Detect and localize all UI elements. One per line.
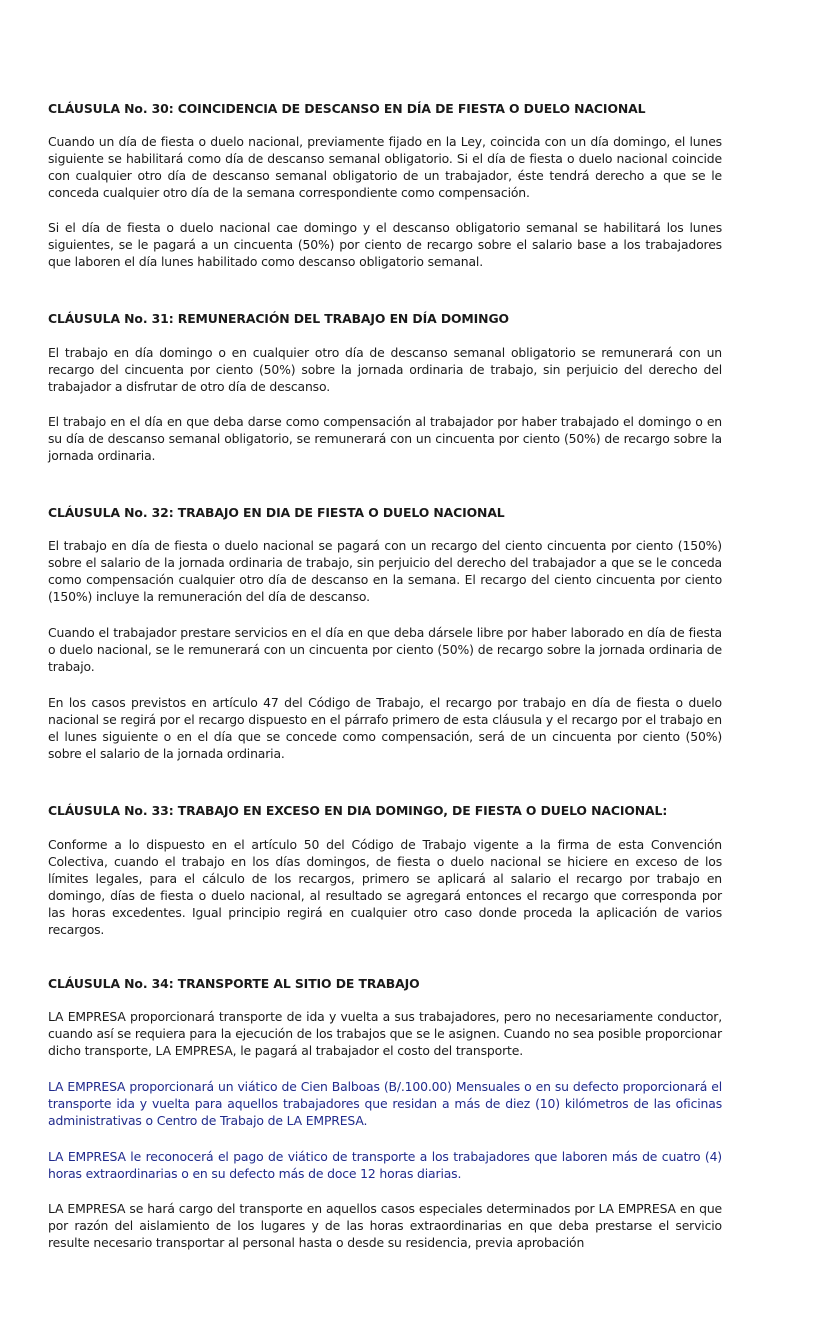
clause-32-heading: CLÁUSULA No. 32: TRABAJO EN DIA DE FIESTA O DUELO NACIONAL: [48, 505, 505, 520]
clause-30-heading: CLÁUSULA No. 30: COINCIDENCIA DE DESCANSO EN DÍA DE FIESTA O DUELO NACIONAL: [48, 101, 646, 116]
clause-30-paragraph-1: Cuando un día de fiesta o duelo nacional, previamente fijado en la Ley, coincida con un día domingo, el lunes siguiente se habilitará como día de descanso semanal obligatorio. Si el día de fiesta o duelo nacional coincide con cualquier otro día de descanso semanal obligatorio de un trabajador, éste tendrá derecho a que se le conceda cualquier otro día de la semana correspondiente como compensación.: [48, 134, 722, 200]
clause-33-paragraph-1: Conforme a lo dispuesto en el artículo 50 del Código de Trabajo vigente a la firma de esta Convención Colectiva, cuando el trabajo en los días domingos, de fiesta o duelo nacional se hiciere en exceso de los límites legales, para el cálculo de los recargos, primero se aplicará al salario el recargo por trabajo en domingo, días de fiesta o duelo nacional, al resultado se agregará entonces el recargo que corresponda por las horas excedentes. Igual principio regirá en cualquier otro caso donde proceda la aplicación de varios recargos.: [48, 837, 722, 937]
clause-30-paragraph-2: Si el día de fiesta o duelo nacional cae domingo y el descanso obligatorio semanal se habilitará los lunes siguientes, se le pagará a un cincuenta (50%) por ciento de recargo sobre el salario base a los trabajadores que laboren el día lunes habilitado como descanso obligatorio semanal.: [48, 220, 722, 269]
clause-34-paragraph-1: LA EMPRESA proporcionará transporte de ida y vuelta a sus trabajadores, pero no necesariamente conductor, cuando así se requiera para la ejecución de los trabajos que se le asignen. Cuando no sea posible proporcionar dicho transporte, LA EMPRESA, le pagará al trabajador el costo del transporte.: [48, 1009, 722, 1058]
clause-33-heading: CLÁUSULA No. 33: TRABAJO EN EXCESO EN DIA DOMINGO, DE FIESTA O DUELO NACIONAL:: [48, 803, 668, 818]
clause-31-paragraph-2: El trabajo en el día en que deba darse como compensación al trabajador por haber trabajado el domingo o en su día de descanso semanal obligatorio, se remunerará con un cincuenta por ciento (50%) de recargo sobre la jornada ordinaria.: [48, 414, 722, 463]
clause-32-paragraph-3: En los casos previstos en artículo 47 del Código de Trabajo, el recargo por trabajo en día de fiesta o duelo nacional se regirá por el recargo dispuesto en el párrafo primero de esta cláusula y el recargo por el trabajo en el lunes siguiente o en el día que se concede como compensación, será de un cincuenta por ciento (50%) sobre el salario de la jornada ordinaria.: [48, 695, 722, 761]
clause-31-heading: CLÁUSULA No. 31: REMUNERACIÓN DEL TRABAJO EN DÍA DOMINGO: [48, 311, 509, 326]
clause-34-heading: CLÁUSULA No. 34: TRANSPORTE AL SITIO DE TRABAJO: [48, 976, 420, 991]
clause-34-paragraph-2: LA EMPRESA proporcionará un viático de Cien Balboas (B/.100.00) Mensuales o en su defecto proporcionará el transporte ida y vuelta para aquellos trabajadores que residan a más de diez (10) kilómetros de las oficinas administrativas o Centro de Trabajo de LA EMPRESA.: [48, 1079, 722, 1128]
clause-34-paragraph-4: LA EMPRESA se hará cargo del transporte en aquellos casos especiales determinados por LA EMPRESA en que por razón del aislamiento de los lugares y de las horas extraordinarias en que deba prestarse el servicio resulte necesario transportar al personal hasta o desde su residencia, previa aprobación: [48, 1201, 722, 1250]
clause-32-paragraph-2: Cuando el trabajador prestare servicios en el día en que deba dársele libre por haber laborado en día de fiesta o duelo nacional, se le remunerará con un cincuenta por ciento (50%) de recargo sobre la jornada ordinaria de trabajo.: [48, 625, 722, 674]
clause-34-paragraph-3: LA EMPRESA le reconocerá el pago de viático de transporte a los trabajadores que laboren más de cuatro (4) horas extraordinarias o en su defecto más de doce 12 horas diarias.: [48, 1149, 722, 1181]
clause-32-paragraph-1: El trabajo en día de fiesta o duelo nacional se pagará con un recargo del ciento cincuenta por ciento (150%) sobre el salario de la jornada ordinaria de trabajo, sin perjuicio del derecho del trabajador a que se le conceda como compensación cualquier otro día de descanso en la semana. El recargo del ciento cincuenta por ciento (150%) incluye la remuneración del día de descanso.: [48, 538, 722, 604]
clause-31-paragraph-1: El trabajo en día domingo o en cualquier otro día de descanso semanal obligatorio se remunerará con un recargo del cincuenta por ciento (50%) sobre la jornada ordinaria de trabajo, sin perjuicio del derecho del trabajador a disfrutar de otro día de descanso.: [48, 345, 722, 394]
